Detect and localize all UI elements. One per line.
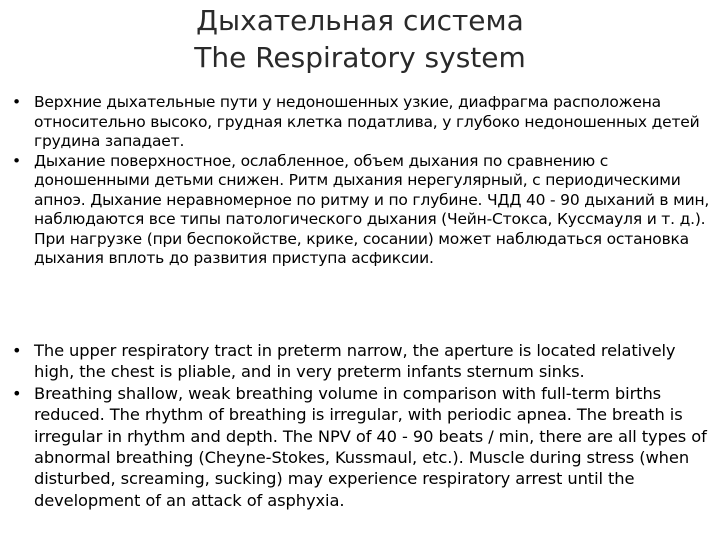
bullet-text: Верхние дыхательные пути у недоношенных узкие, диафрагма расположена относительно высоко, грудная клетка податлива, у глубоко недоношенных детей грудина западает. xyxy=(34,93,700,150)
title-english: The Respiratory system xyxy=(194,41,526,74)
title-russian: Дыхательная система xyxy=(196,4,524,37)
english-bullet-list xyxy=(12,340,718,511)
russian-bullet-item xyxy=(12,152,718,269)
bullet-marker: • xyxy=(12,341,22,360)
bullet-text: The upper respiratory tract in preterm narrow, the aperture is located relatively high, the chest is pliable, and in very preterm infants sternum sinks. xyxy=(34,341,676,382)
slide-title xyxy=(0,2,720,76)
russian-bullet-list xyxy=(12,93,718,269)
english-bullet-item xyxy=(12,340,718,383)
russian-bullet-item xyxy=(12,93,718,152)
bullet-marker: • xyxy=(12,93,21,111)
bullet-text: Breathing shallow, weak breathing volume in comparison with full-term births reduced. The rhythm of breathing is irregular, with periodic apnea. The breath is irregular in rhythm and depth. The NPV of 40 - 90 beats / min, there are all types of abnormal breathing (Cheyne-Stokes, Kussmaul, etc.). Muscle during stress (when disturbed, screaming, sucking) may experience respiratory arrest until the development of an attack of asphyxia. xyxy=(34,383,707,510)
bullet-marker: • xyxy=(12,383,22,403)
bullet-marker: • xyxy=(12,151,21,170)
bullet-text: Дыхание поверхностное, ослабленное, объем дыхания по сравнению с доношенными детьми снижен. Ритм дыхания нерегулярный, с периодическими апноэ. Дыхание неравномерное по ритму и по глубине. ЧДД 40 - 90 дыханий в мин, наблюдаются все типы патологического дыхания (Чейн-Стокса, Куссмауля и т. д.). При нагрузке (при беспокойстве, крике, сосании) может наблюдаться остановка дыхания вплоть до развития приступа асфиксии. xyxy=(34,151,710,267)
english-bullet-item xyxy=(12,383,718,511)
